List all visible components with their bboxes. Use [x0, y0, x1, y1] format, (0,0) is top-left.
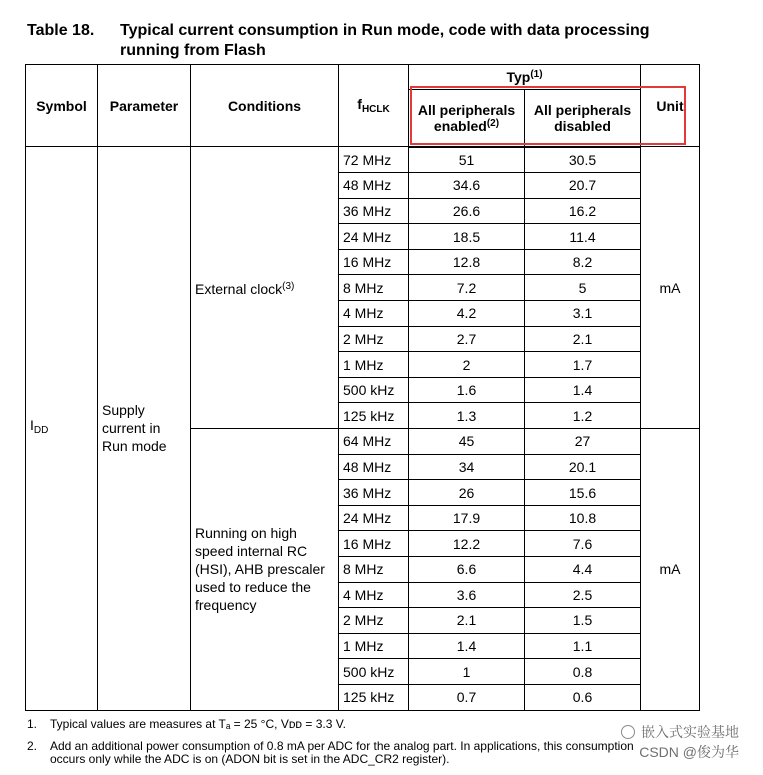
unit-cell: mA: [641, 147, 700, 429]
parameter-cell: Supply current in Run mode: [98, 147, 191, 711]
enabled-value-cell: 51: [409, 147, 525, 173]
disabled-value-cell: 16.2: [525, 198, 641, 224]
frequency-cell: 4 MHz: [339, 301, 409, 327]
highlight-box: [410, 86, 686, 145]
watermark-line2: CSDN @俊为华: [639, 744, 739, 760]
disabled-value-cell: 2.5: [525, 582, 641, 608]
watermark-line1: 嵌入式实验基地: [641, 724, 739, 740]
symbol-sub: DD: [33, 425, 49, 437]
unit-cell: mA: [641, 429, 700, 711]
disabled-value-cell: 11.4: [525, 224, 641, 250]
enabled-value-cell: 2: [409, 352, 525, 378]
enabled-value-cell: 1.6: [409, 377, 525, 403]
header-unit: Unit: [641, 65, 700, 147]
frequency-cell: 8 MHz: [339, 557, 409, 583]
frequency-cell: 2 MHz: [339, 608, 409, 634]
disabled-value-cell: 1.4: [525, 377, 641, 403]
frequency-cell: 8 MHz: [339, 275, 409, 301]
frequency-cell: 4 MHz: [339, 582, 409, 608]
disabled-value-cell: 30.5: [525, 147, 641, 173]
footnote-number: 1.: [27, 717, 38, 731]
header-parameter: Parameter: [98, 65, 191, 147]
typ-label: Typ: [506, 69, 531, 85]
disabled-value-cell: 4.4: [525, 557, 641, 583]
disabled-value-cell: 3.1: [525, 301, 641, 327]
disabled-value-cell: 2.1: [525, 326, 641, 352]
symbol-cell: [26, 147, 98, 711]
header-fhclk: [339, 65, 409, 147]
disabled-value-cell: 20.1: [525, 454, 641, 480]
frequency-cell: 16 MHz: [339, 531, 409, 557]
frequency-cell: 500 kHz: [339, 377, 409, 403]
table-body: [26, 147, 700, 711]
condition-note: (3): [282, 280, 295, 292]
enabled-value-cell: 17.9: [409, 505, 525, 531]
condition-text: Running on high speed internal RC (HSI), AHB prescaler used to reduce the frequency: [195, 525, 325, 614]
enabled-value-cell: 2.1: [409, 608, 525, 634]
wechat-icon: [621, 725, 635, 739]
footnote-text: Typical values are measures at Tₐ = 25 °C, Vᴅᴅ = 3.3 V.: [50, 717, 346, 731]
frequency-cell: 48 MHz: [339, 454, 409, 480]
footnote: [27, 718, 650, 731]
frequency-cell: 36 MHz: [339, 198, 409, 224]
table-title: Typical current consumption in Run mode, code with data processing running from Flash: [120, 22, 650, 59]
enabled-value-cell: 34.6: [409, 173, 525, 199]
disabled-value-cell: 20.7: [525, 173, 641, 199]
enabled-value-cell: 4.2: [409, 301, 525, 327]
enabled-value-cell: 45: [409, 429, 525, 455]
frequency-cell: 500 kHz: [339, 659, 409, 685]
all-enabled-note: (2): [486, 117, 500, 129]
enabled-value-cell: 6.6: [409, 557, 525, 583]
frequency-cell: 16 MHz: [339, 249, 409, 275]
footnote: [27, 740, 650, 766]
enabled-value-cell: 34: [409, 454, 525, 480]
enabled-value-cell: 2.7: [409, 326, 525, 352]
fhclk-sub: HCLK: [361, 104, 390, 115]
fhclk-f: f: [357, 96, 362, 112]
frequency-cell: 2 MHz: [339, 326, 409, 352]
enabled-value-cell: 1.3: [409, 403, 525, 429]
condition-cell: [191, 429, 339, 711]
enabled-value-cell: 12.2: [409, 531, 525, 557]
frequency-cell: 125 kHz: [339, 403, 409, 429]
enabled-value-cell: 7.2: [409, 275, 525, 301]
enabled-value-cell: 12.8: [409, 249, 525, 275]
disabled-value-cell: 15.6: [525, 480, 641, 506]
enabled-value-cell: 26: [409, 480, 525, 506]
disabled-value-cell: 1.7: [525, 352, 641, 378]
frequency-cell: 1 MHz: [339, 352, 409, 378]
frequency-cell: 48 MHz: [339, 173, 409, 199]
footnote-number: 2.: [27, 739, 38, 753]
frequency-cell: 24 MHz: [339, 505, 409, 531]
enabled-value-cell: 26.6: [409, 198, 525, 224]
footnotes: [27, 718, 650, 775]
table-number: Table 18.: [27, 22, 95, 39]
symbol-main: I: [30, 417, 34, 434]
frequency-cell: 72 MHz: [339, 147, 409, 173]
watermark: [621, 722, 739, 762]
enabled-value-cell: 1: [409, 659, 525, 685]
disabled-value-cell: 0.8: [525, 659, 641, 685]
header-conditions: Conditions: [191, 65, 339, 147]
disabled-value-cell: 0.6: [525, 684, 641, 710]
table-row: [26, 147, 700, 173]
disabled-value-cell: 7.6: [525, 531, 641, 557]
all-enabled-label: All peripherals enabled: [417, 101, 516, 134]
disabled-value-cell: 10.8: [525, 505, 641, 531]
header-all-disabled: All peripherals disabled: [525, 90, 641, 147]
frequency-cell: 64 MHz: [339, 429, 409, 455]
enabled-value-cell: 0.7: [409, 684, 525, 710]
condition-cell: [191, 147, 339, 429]
disabled-value-cell: 1.5: [525, 608, 641, 634]
frequency-cell: 36 MHz: [339, 480, 409, 506]
footnote-text: Add an additional power consumption of 0.8 mA per ADC for the analog part. In applications, this consumption occurs only while the ADC is on (ADON bit is set in the ADC_CR2 register).: [50, 739, 634, 766]
enabled-value-cell: 18.5: [409, 224, 525, 250]
disabled-value-cell: 5: [525, 275, 641, 301]
disabled-value-cell: 8.2: [525, 249, 641, 275]
disabled-value-cell: 1.2: [525, 403, 641, 429]
frequency-cell: 24 MHz: [339, 224, 409, 250]
disabled-value-cell: 27: [525, 429, 641, 455]
enabled-value-cell: 1.4: [409, 633, 525, 659]
header-symbol: Symbol: [26, 65, 98, 147]
condition-text: External clock: [195, 280, 283, 297]
frequency-cell: 1 MHz: [339, 633, 409, 659]
frequency-cell: 125 kHz: [339, 684, 409, 710]
enabled-value-cell: 3.6: [409, 582, 525, 608]
current-consumption-table: [25, 64, 700, 711]
disabled-value-cell: 1.1: [525, 633, 641, 659]
typ-note: (1): [530, 69, 543, 80]
